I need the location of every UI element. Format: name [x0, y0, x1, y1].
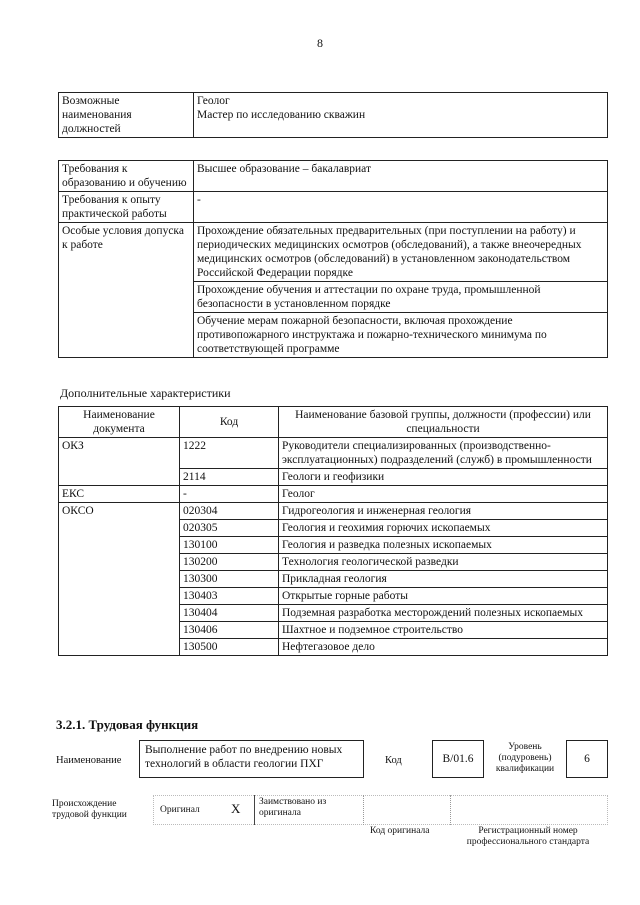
function-name-value: Выполнение работ по внедрению новых технологий в области геологии ПХГ — [145, 744, 343, 770]
positions-table — [58, 92, 608, 138]
table-header-row — [59, 407, 608, 438]
additional-table — [58, 406, 608, 656]
code-cell: - — [180, 486, 279, 503]
special-conditions-label: Особые условия допуска к работе — [59, 223, 194, 358]
additional-title: Дополнительные характеристики — [60, 386, 231, 400]
code-cell: 2114 — [180, 469, 279, 486]
code-cell: 130406 — [180, 622, 279, 639]
code-box — [432, 740, 484, 778]
borrowed-label: Заимствовано из оригинала — [259, 797, 327, 818]
original-checkbox-mark: X — [231, 801, 241, 816]
table-row — [59, 503, 608, 520]
divider — [254, 795, 255, 825]
experience-label: Требования к опыту практической работы — [59, 192, 194, 223]
code-value: B/01.6 — [442, 753, 474, 765]
col-header-code: Код — [180, 407, 279, 438]
experience-value: - — [194, 192, 608, 223]
reg-number-label: Регистрационный номер профессионального стандарта — [466, 826, 590, 847]
page-number: 8 — [317, 36, 323, 50]
requirements-table — [58, 160, 608, 358]
code-cell: 020304 — [180, 503, 279, 520]
code-cell: 020305 — [180, 520, 279, 537]
name-cell: Подземная разработка месторождений полезных ископаемых — [279, 605, 608, 622]
code-label: Код — [385, 755, 402, 766]
code-cell: 130200 — [180, 554, 279, 571]
origin-row — [153, 795, 608, 825]
level-label: Уровень (подуровень) квалификации — [495, 742, 555, 774]
name-cell: Прикладная геология — [279, 571, 608, 588]
divider — [363, 795, 364, 825]
doc-cell: ЕКС — [59, 486, 180, 503]
name-cell: Открытые горные работы — [279, 588, 608, 605]
code-cell: 130403 — [180, 588, 279, 605]
level-box — [566, 740, 608, 778]
positions-values — [194, 93, 608, 138]
name-cell: Геология и геохимия горючих ископаемых — [279, 520, 608, 537]
code-cell: 130100 — [180, 537, 279, 554]
col-header-doc: Наименование документа — [59, 407, 180, 438]
education-value: Высшее образование – бакалавриат — [194, 161, 608, 192]
table-row — [59, 486, 608, 503]
name-cell: Геологи и геофизики — [279, 469, 608, 486]
section-title: 3.2.1. Трудовая функция — [56, 717, 199, 732]
table-row — [59, 438, 608, 469]
function-name-box — [139, 740, 364, 778]
special-condition-item: Прохождение обязательных предварительных (при поступлении на работу) и периодических медицинских осмотров (обследований), а также внеочередных медицинских осмотров (обследований) в установленном законодательством Российской Федерации порядке — [194, 223, 608, 282]
name-cell: Геология и разведка полезных ископаемых — [279, 537, 608, 554]
doc-cell: ОКСО — [59, 503, 180, 656]
function-name-label: Наименование — [56, 755, 122, 766]
code-cell: 130500 — [180, 639, 279, 656]
education-label: Требования к образованию и обучению — [59, 161, 194, 192]
name-cell: Шахтное и подземное строительство — [279, 622, 608, 639]
doc-cell: ОКЗ — [59, 438, 180, 486]
code-original-label: Код оригинала — [370, 826, 430, 836]
code-cell: 130404 — [180, 605, 279, 622]
name-cell: Гидрогеология и инженерная геология — [279, 503, 608, 520]
name-cell: Руководители специализированных (производственно-эксплуатационных) подразделений (служб) в промышленности — [279, 438, 608, 469]
level-value: 6 — [584, 753, 590, 765]
name-cell: Технология геологической разведки — [279, 554, 608, 571]
positions-label: Возможные наименования должностей — [59, 93, 194, 138]
name-cell: Нефтегазовое дело — [279, 639, 608, 656]
code-cell: 130300 — [180, 571, 279, 588]
position-item: Мастер по исследованию скважин — [197, 109, 366, 121]
special-condition-item: Прохождение обучения и аттестации по охране труда, промышленной безопасности в установленном порядке — [194, 282, 608, 313]
divider — [450, 795, 451, 825]
name-cell: Геолог — [279, 486, 608, 503]
special-condition-item: Обучение мерам пожарной безопасности, включая прохождение противопожарного инструктажа и пожарно-технического минимума по соответствующей программе — [194, 313, 608, 358]
position-item: Геолог — [197, 95, 230, 107]
col-header-name: Наименование базовой группы, должности (профессии) или специальности — [279, 407, 608, 438]
code-cell: 1222 — [180, 438, 279, 469]
origin-label: Происхождение трудовой функции — [52, 799, 127, 820]
original-label: Оригинал — [160, 805, 200, 815]
